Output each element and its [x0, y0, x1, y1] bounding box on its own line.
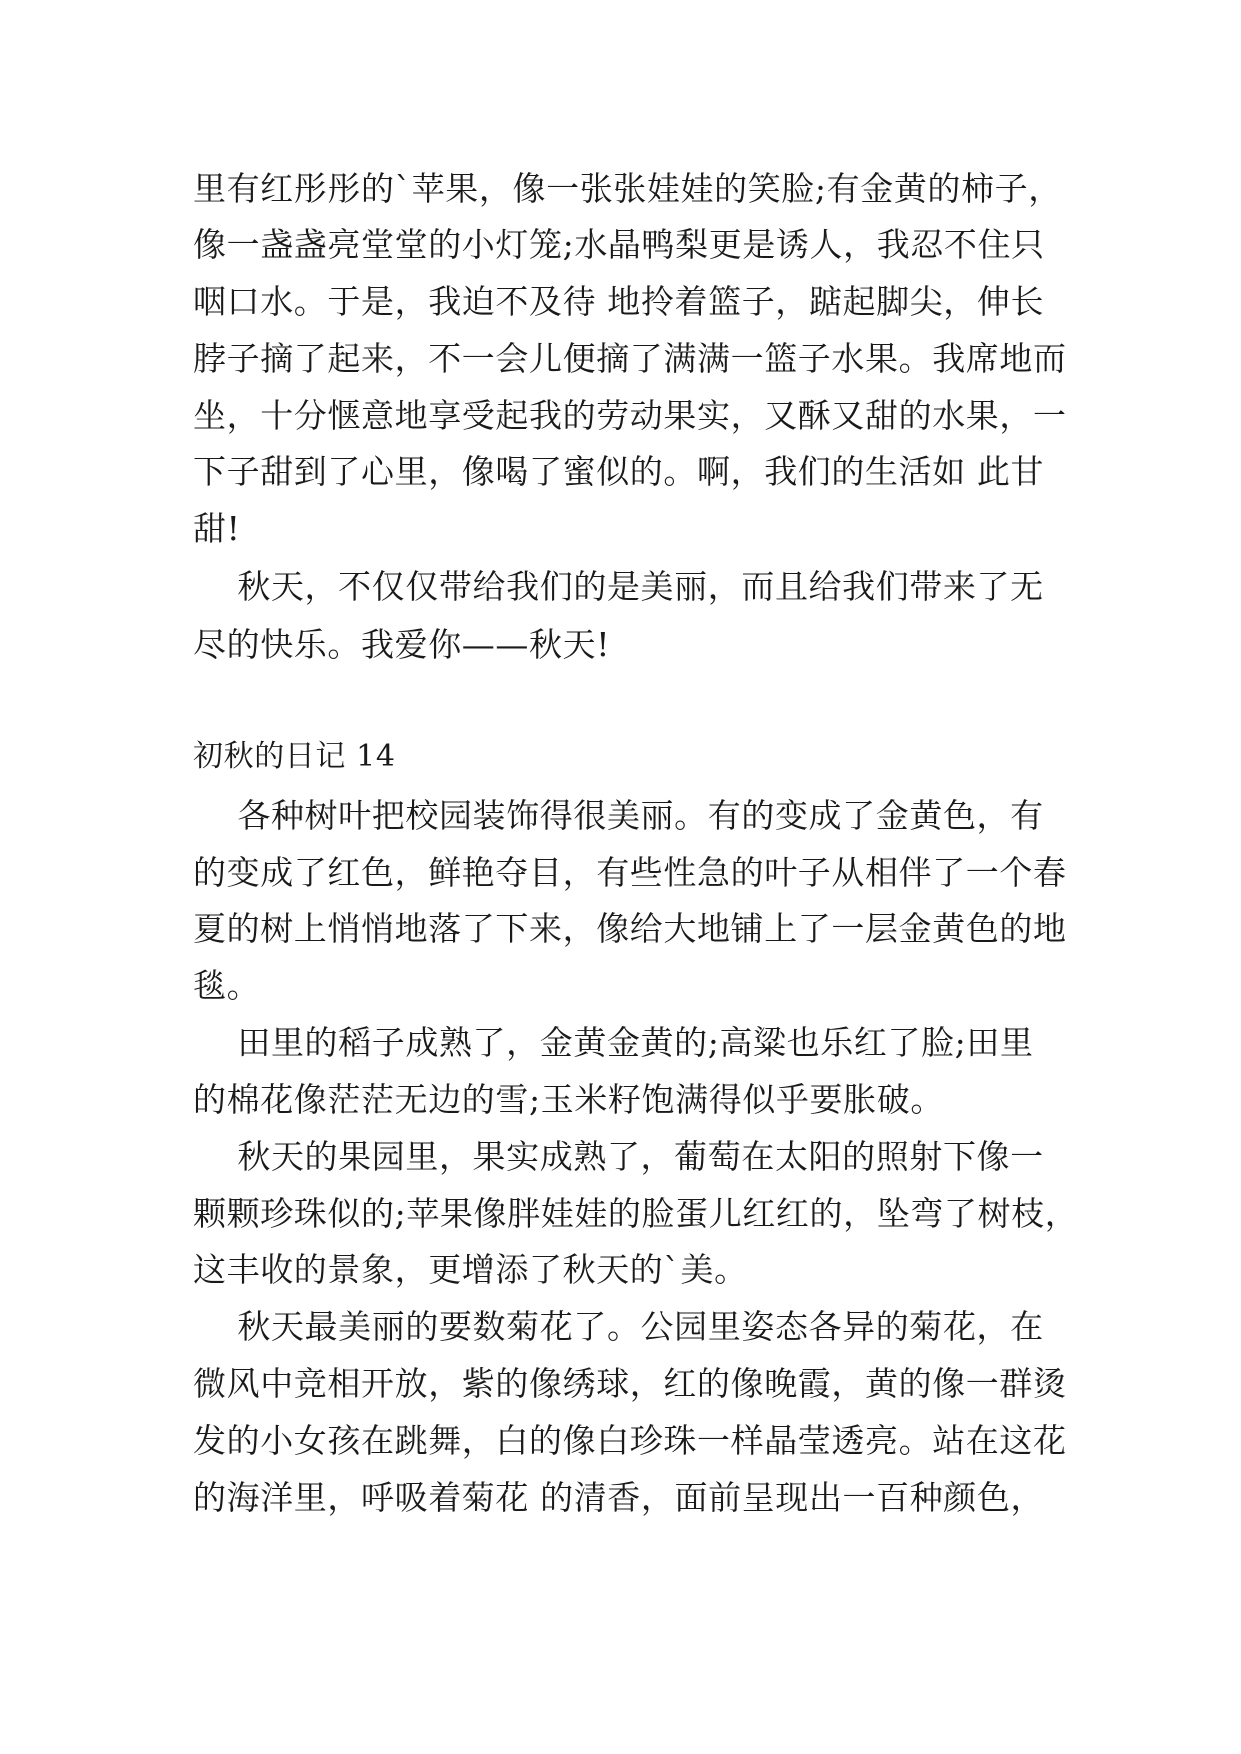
- text-line: 坐，十分惬意地享受起我的劳动果实，又酥又甜的水果，一: [193, 396, 1067, 435]
- text-line: 甜!: [193, 509, 241, 548]
- text-line: 微风中竞相开放，紫的像绣球，红的像晚霞，黄的像一群烫: [193, 1364, 1067, 1403]
- text-line: 发的小女孩在跳舞，白的像白珍珠一样晶莹透亮。站在这花: [193, 1421, 1067, 1460]
- text-line: 各种树叶把校园装饰得很美丽。有的变成了金黄色，有: [193, 796, 1044, 835]
- text-line: 的变成了红色，鲜艳夺目，有些性急的叶子从相伴了一个春: [193, 853, 1067, 892]
- text-line: 这丰收的景象，更增添了秋天的`美。: [193, 1250, 748, 1289]
- text-line: 的棉花像茫茫无边的雪;玉米籽饱满得似乎要胀破。: [193, 1080, 944, 1119]
- text-line: 脖子摘了起来，不一会儿便摘了满满一篮子水果。我席地而: [193, 339, 1067, 378]
- text-line: 下子甜到了心里，像喝了蜜似的。啊，我们的生活如 此甘: [193, 452, 1045, 491]
- text-line: 夏的树上悄悄地落了下来，像给大地铺上了一层金黄色的地: [193, 909, 1067, 948]
- text-line: 田里的稻子成熟了，金黄金黄的;高粱也乐红了脸;田里: [193, 1023, 1034, 1062]
- text-line: 颗颗珍珠似的;苹果像胖娃娃的脸蛋儿红红的，坠弯了树枝，: [193, 1194, 1079, 1233]
- text-line: 秋天最美丽的要数菊花了。公园里姿态各异的菊花，在: [193, 1307, 1044, 1346]
- text-line: 咽口水。于是，我迫不及待 地拎着篮子，踮起脚尖，伸长: [193, 282, 1045, 321]
- text-line: 的海洋里，呼吸着菊花 的清香，面前呈现出一百种颜色，: [193, 1478, 1045, 1517]
- section-heading: 初秋的日记 14: [193, 739, 396, 774]
- text-line: 秋天，不仅仅带给我们的是美丽，而且给我们带来了无: [193, 567, 1044, 606]
- text-line: 里有红彤彤的`苹果，像一张张娃娃的笑脸;有金黄的柿子，: [193, 169, 1062, 208]
- text-line: 像一盏盏亮堂堂的小灯笼;水晶鸭梨更是诱人，我忍不住只: [193, 225, 1045, 264]
- text-line: 秋天的果园里，果实成熟了，葡萄在太阳的照射下像一: [193, 1137, 1044, 1176]
- text-line: 尽的快乐。我爱你——秋天!: [193, 625, 611, 664]
- text-line: 毯。: [193, 966, 261, 1005]
